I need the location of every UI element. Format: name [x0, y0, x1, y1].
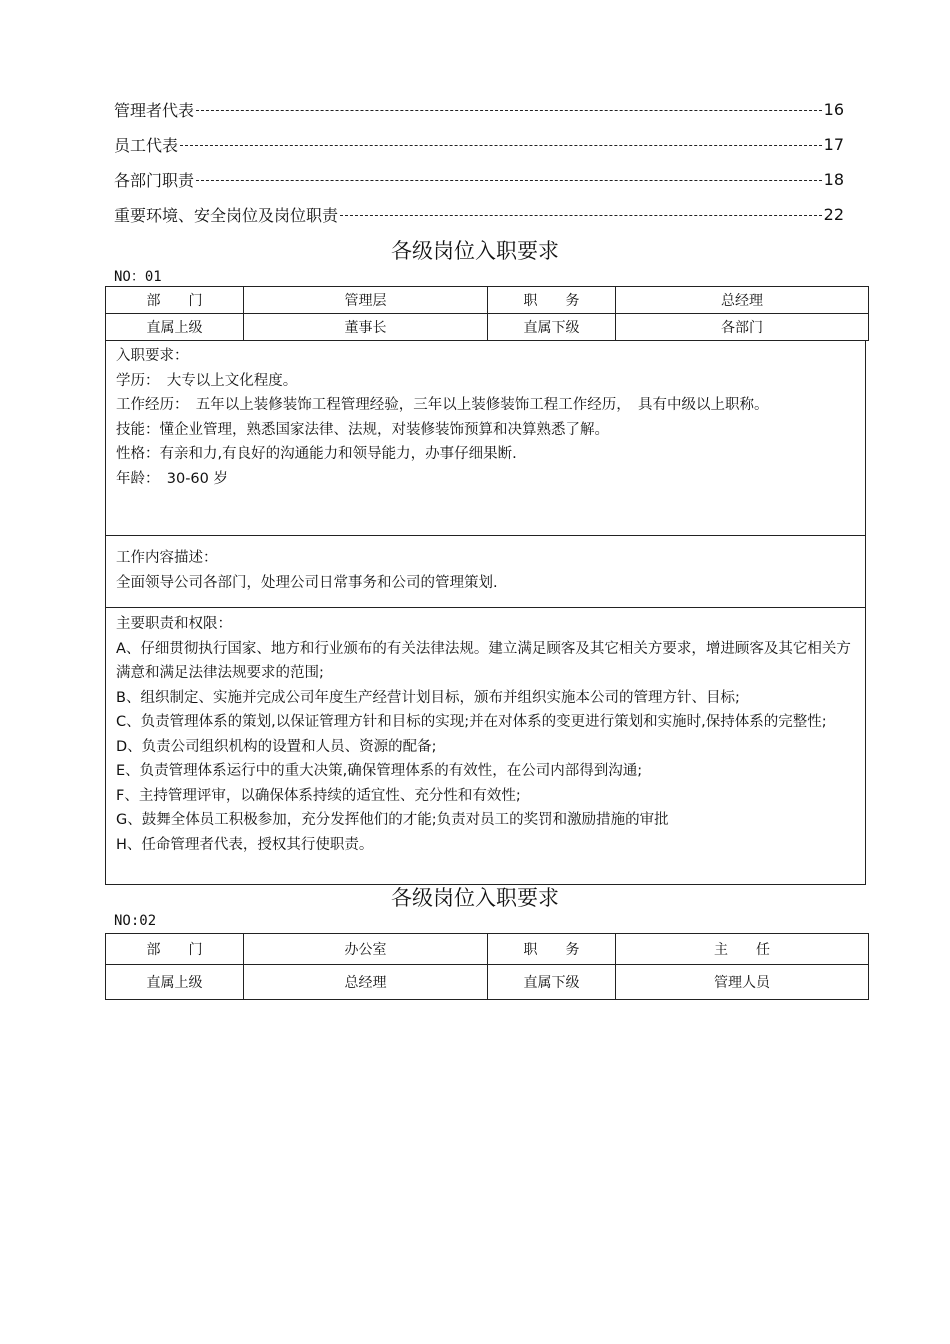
- toc-leader: [180, 145, 822, 146]
- toc-leader: [340, 215, 822, 216]
- toc-entry-label: 重要环境、安全岗位及岗位职责: [114, 206, 339, 225]
- duty-value: 总经理: [616, 287, 869, 314]
- section-number: NO:02: [114, 913, 157, 929]
- responsibility-line: G、鼓舞全体员工积极参加，充分发挥他们的才能;负责对员工的奖罚和激励措施的审批: [116, 812, 669, 828]
- toc-leader: [196, 110, 822, 111]
- subordinate-value: 管理人员: [616, 965, 869, 1000]
- responsibility-line: D、负责公司组织机构的设置和人员、资源的配备;: [116, 738, 437, 755]
- responsibility-line: C、负责管理体系的策划,以保证管理方针和目标的实现;并在对体系的变更进行策划和实施时,保持体系的完整性;: [116, 714, 827, 730]
- superior-label: 直属上级: [106, 965, 244, 1000]
- responsibility-line: E、负责管理体系运行中的重大决策,确保管理体系的有效性，在公司内部得到沟通;: [116, 763, 643, 779]
- requirement-line: 技能：懂企业管理，熟悉国家法律、法规，对装修装饰预算和决算熟悉了解。: [116, 421, 609, 438]
- department-value: 办公室: [244, 934, 488, 965]
- toc-entry-page: 18: [823, 170, 844, 189]
- toc-entry-label: 员工代表: [114, 136, 179, 155]
- toc-leader: [196, 180, 822, 181]
- duty-value: 主 任: [616, 934, 869, 965]
- department-label: 部 门: [106, 287, 244, 314]
- toc-entry: [114, 162, 844, 197]
- requirements-block: [105, 340, 866, 536]
- responsibility-line: A、仔细贯彻执行国家、地方和行业颁布的有关法律法规。建立满足顾客及其它相关方要求，增进顾客及其它相关方满意和满足法律法规要求的范围;: [116, 640, 851, 681]
- description-line: 全面领导公司各部门，处理公司日常事务和公司的管理策划.: [116, 574, 498, 591]
- superior-label: 直属上级: [106, 314, 244, 341]
- toc-entry-page: 22: [823, 205, 844, 224]
- subordinate-label: 直属下级: [488, 314, 616, 341]
- toc-entry: [114, 127, 844, 162]
- department-label: 部 门: [106, 934, 244, 965]
- position-info-table: [105, 933, 869, 1000]
- responsibility-line: B、组织制定、实施并完成公司年度生产经营计划目标，颁布并组织实施本公司的管理方针、目标;: [116, 689, 740, 706]
- requirement-line: 学历： 大专以上文化程度。: [116, 372, 298, 389]
- section-number: NO：01: [114, 269, 162, 285]
- section-title: 各级岗位入职要求: [391, 239, 559, 263]
- department-value: 管理层: [244, 287, 488, 314]
- table-row: [106, 934, 869, 965]
- requirements-heading: 入职要求：: [116, 348, 189, 364]
- description-block: [105, 536, 866, 608]
- toc-entry-label: 管理者代表: [114, 101, 195, 120]
- requirement-line: 工作经历： 五年以上装修装饰工程管理经验，三年以上装修装饰工程工作经历， 具有中级以上职称。: [116, 397, 769, 413]
- toc-entry: [114, 92, 844, 127]
- table-row: [106, 965, 869, 1000]
- responsibility-line: H、任命管理者代表，授权其行使职责。: [116, 836, 374, 853]
- table-row: [106, 314, 869, 341]
- responsibilities-block: [105, 608, 866, 885]
- position-info-table: [105, 286, 869, 341]
- duty-label: 职 务: [488, 287, 616, 314]
- requirement-line: 性格：有亲和力,有良好的沟通能力和领导能力，办事仔细果断.: [116, 446, 517, 462]
- description-heading: 工作内容描述：: [116, 550, 218, 566]
- toc-entry-label: 各部门职责: [114, 171, 195, 190]
- toc-entry-page: 16: [823, 100, 844, 119]
- requirement-line: 年龄： 30-60 岁: [116, 470, 228, 487]
- superior-value: 董事长: [244, 314, 488, 341]
- duty-label: 职 务: [488, 934, 616, 965]
- subordinate-value: 各部门: [616, 314, 869, 341]
- toc-entry: [114, 197, 844, 232]
- toc-entry-page: 17: [823, 135, 844, 154]
- section-title: 各级岗位入职要求: [391, 886, 559, 910]
- responsibilities-heading: 主要职责和权限：: [116, 616, 232, 632]
- subordinate-label: 直属下级: [488, 965, 616, 1000]
- superior-value: 总经理: [244, 965, 488, 1000]
- table-of-contents: [114, 92, 844, 232]
- table-row: [106, 287, 869, 314]
- responsibility-line: F、主持管理评审，以确保体系持续的适宜性、充分性和有效性;: [116, 787, 521, 804]
